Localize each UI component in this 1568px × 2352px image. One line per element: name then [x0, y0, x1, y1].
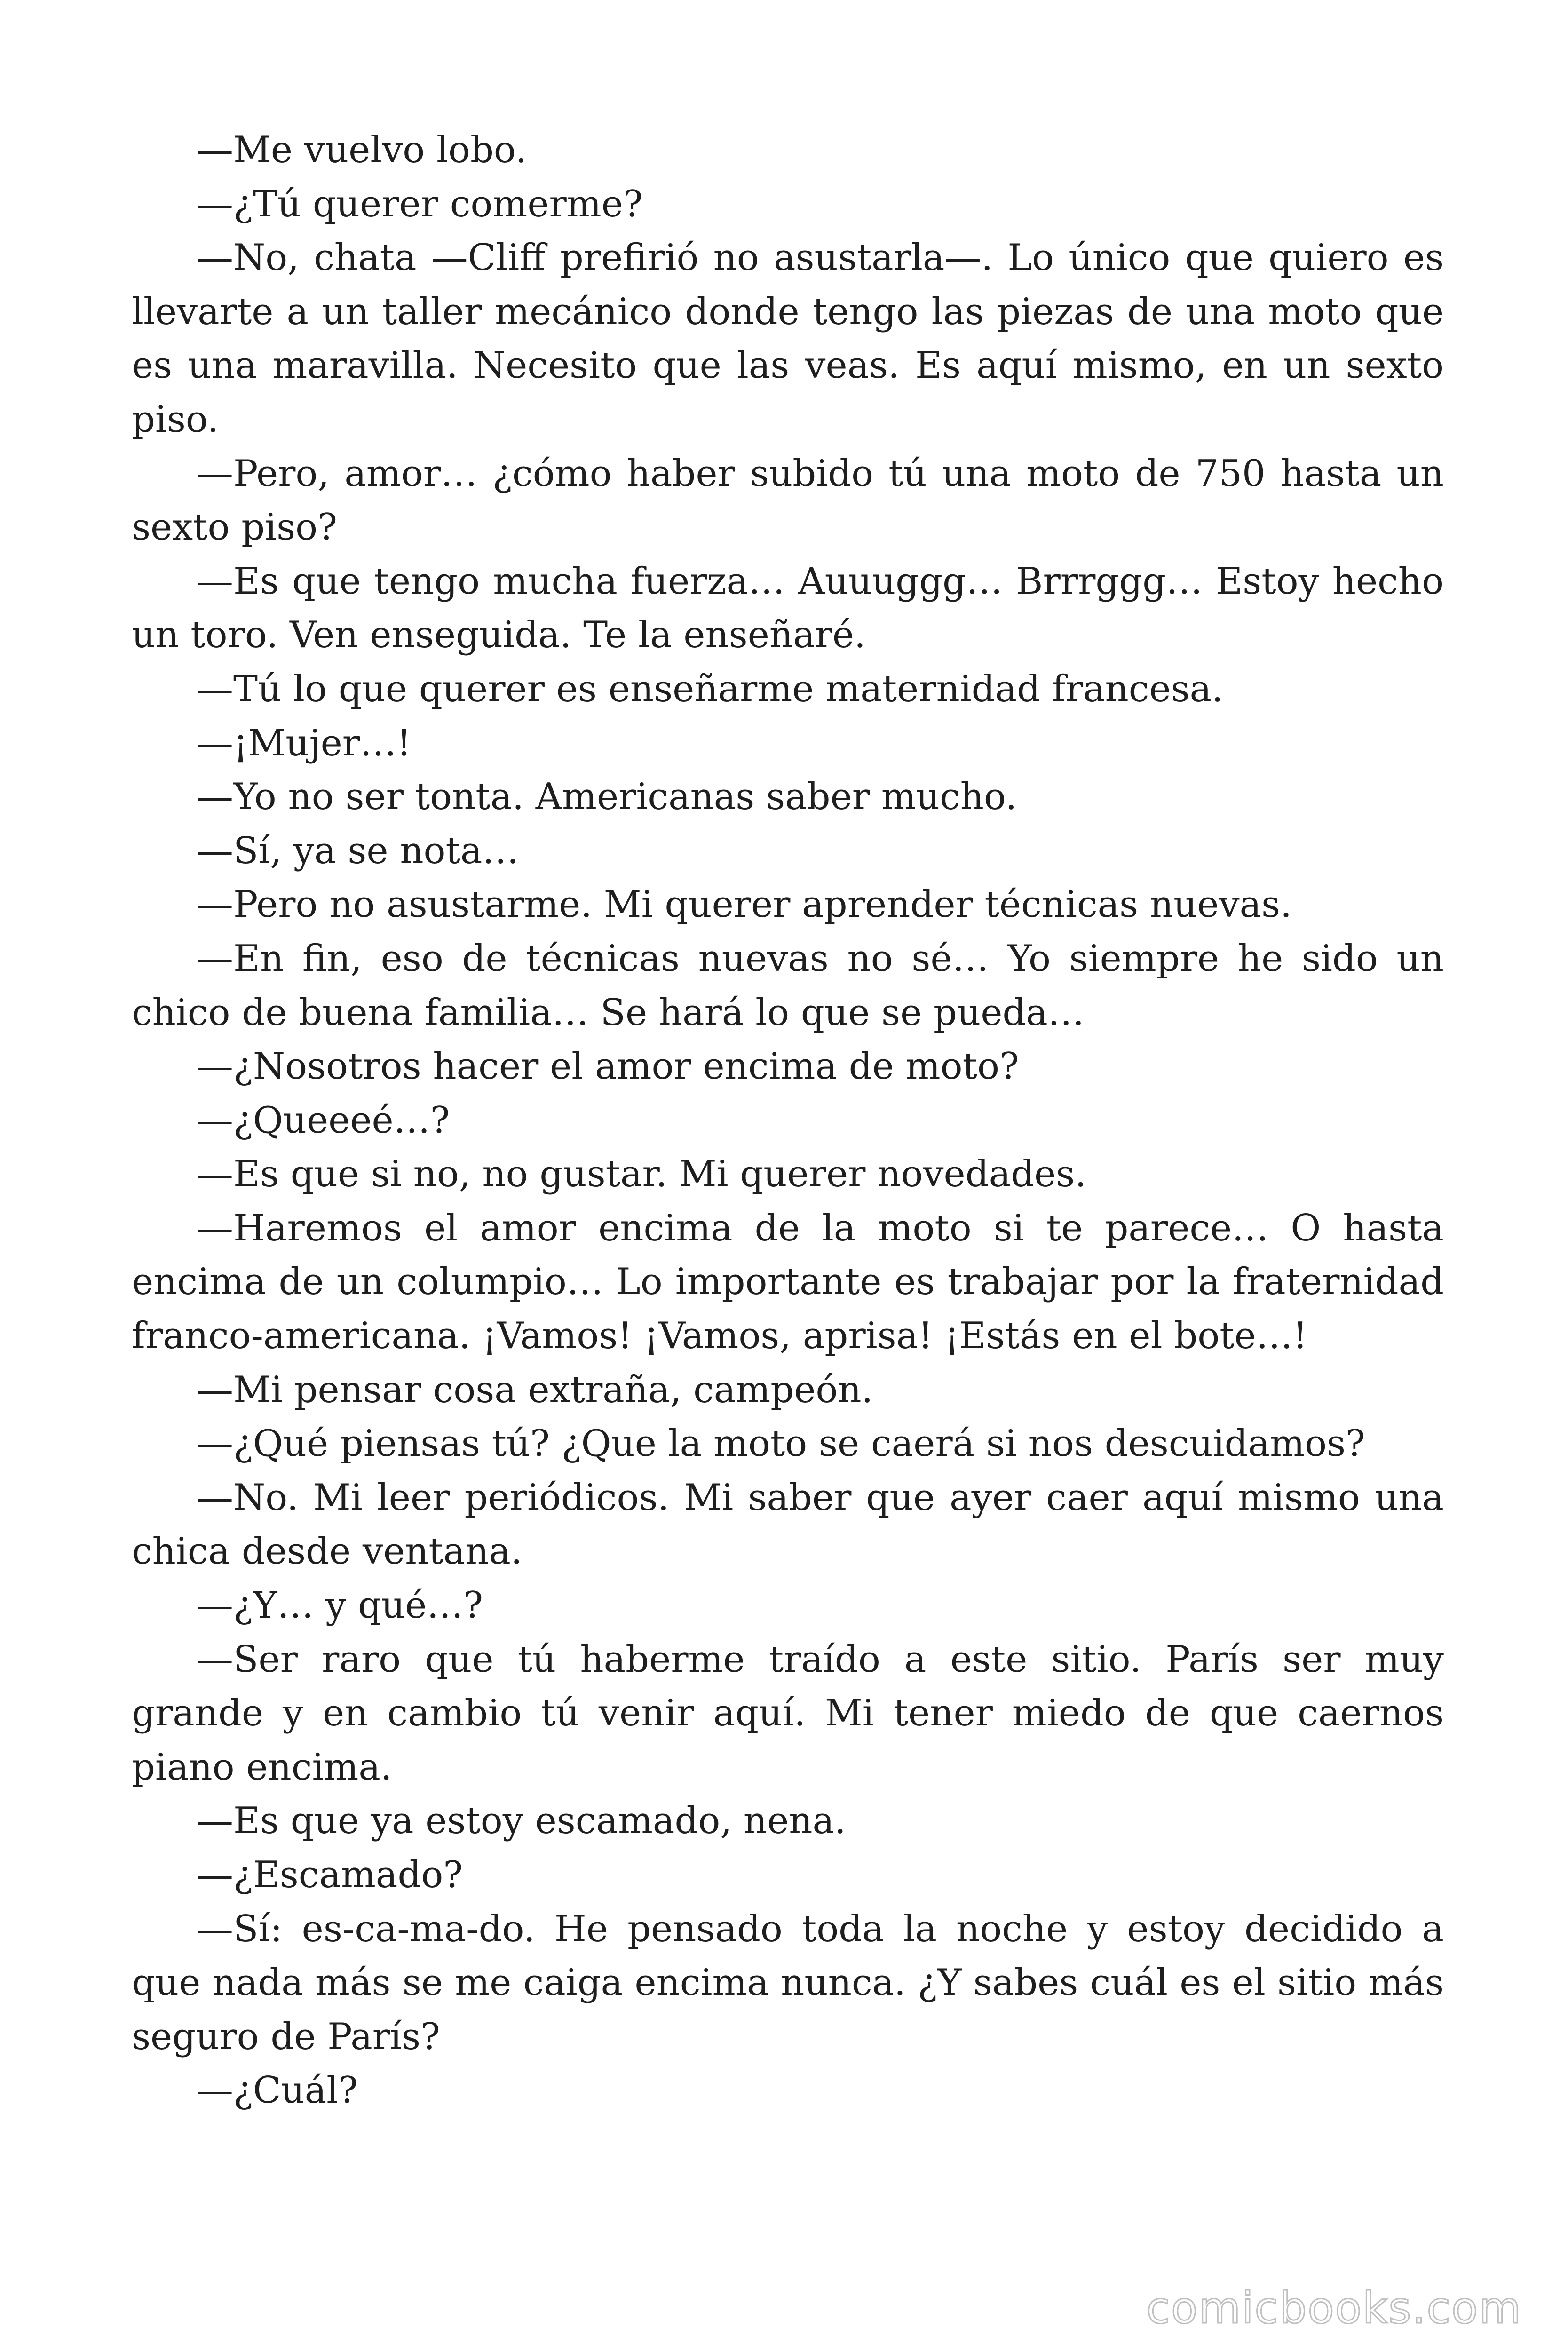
- body-text: [132, 123, 1444, 2118]
- paragraph-14: —Es que si no, no gustar. Mi querer novedades.: [197, 1153, 1086, 1196]
- paragraph-24: —¿Cuál?: [197, 2069, 358, 2112]
- paragraph-8: —Yo no ser tonta. Americanas saber mucho.: [197, 776, 1017, 818]
- paragraph-15: —Haremos el amor encima de la moto si te parece… O hasta encima de un columpio… Lo importante es trabajar por la fraternidad franco-americana. ¡Vamos! ¡Vamos, aprisa! ¡Estás en el bote…!: [132, 1207, 1444, 1358]
- paragraph-9: —Sí, ya se nota…: [197, 829, 519, 872]
- paragraph-16: —Mi pensar cosa extraña, campeón.: [197, 1368, 873, 1411]
- paragraph-11: —En fin, eso de técnicas nuevas no sé… Yo siempre he sido un chico de buena familia… Se hará lo que se pueda…: [132, 937, 1444, 1034]
- paragraph-13: —¿Queeeé…?: [197, 1099, 450, 1142]
- paragraph-4: —Pero, amor… ¿cómo haber subido tú una moto de 750 hasta un sexto piso?: [132, 452, 1444, 549]
- paragraph-3: —No, chata —Cliff prefirió no asustarla—. Lo único que quiero es llevarte a un taller mecánico donde tengo las piezas de una moto que es una maravilla. Necesito que las veas. Es aquí mismo, en un sexto piso.: [132, 237, 1444, 441]
- paragraph-10: —Pero no asustarme. Mi querer aprender técnicas nuevas.: [197, 883, 1292, 926]
- paragraph-7: —¡Mujer…!: [197, 722, 412, 764]
- watermark-text: comicbooks.com: [1146, 2283, 1522, 2333]
- paragraph-6: —Tú lo que querer es enseñarme maternidad francesa.: [197, 667, 1223, 710]
- paragraph-1: —Me vuelvo lobo.: [197, 129, 527, 171]
- paragraph-5: —Es que tengo mucha fuerza… Auuuggg… Brrrggg… Estoy hecho un toro. Ven enseguida. Te la enseñaré.: [132, 560, 1444, 657]
- paragraph-21: —Es que ya estoy escamado, nena.: [197, 1800, 846, 1843]
- paragraph-2: —¿Tú querer comerme?: [197, 183, 643, 225]
- paragraph-22: —¿Escamado?: [197, 1854, 463, 1896]
- paragraph-12: —¿Nosotros hacer el amor encima de moto?: [197, 1045, 1019, 1088]
- paragraph-19: —¿Y… y qué…?: [197, 1584, 483, 1627]
- paragraph-20: —Ser raro que tú haberme traído a este sitio. París ser muy grande y en cambio tú venir aquí. Mi tener miedo de que caernos piano encima.: [132, 1638, 1444, 1788]
- paragraph-18: —No. Mi leer periódicos. Mi saber que ayer caer aquí mismo una chica desde ventana.: [132, 1476, 1444, 1573]
- paragraph-17: —¿Qué piensas tú? ¿Que la moto se caerá si nos descuidamos?: [197, 1422, 1365, 1465]
- paragraph-23: —Sí: es-ca-ma-do. He pensado toda la noche y estoy decidido a que nada más se me caiga encima nunca. ¿Y sabes cuál es el sitio más seguro de París?: [132, 1907, 1444, 2058]
